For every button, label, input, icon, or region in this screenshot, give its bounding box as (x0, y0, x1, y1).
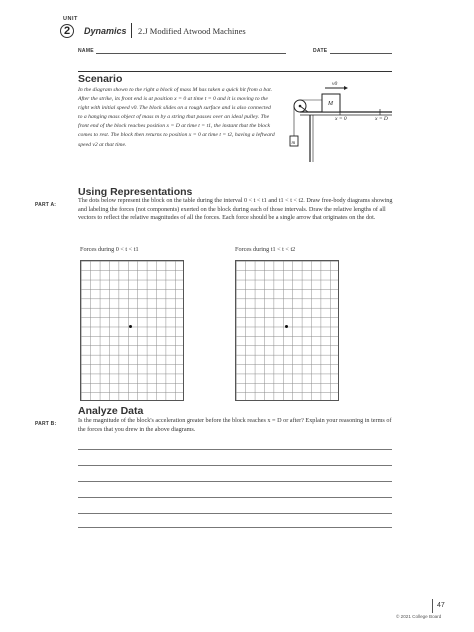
name-field[interactable] (96, 53, 286, 54)
copyright: © 2021 College Board (396, 614, 442, 619)
page-number: 47 (437, 602, 445, 609)
block-dot-1 (129, 325, 132, 328)
hanging-mass-label: m (291, 141, 296, 146)
part-b-label: PART B: (35, 421, 57, 427)
part-b-text: Is the magnitude of the block's acceleration greater before the block reaches x = D or after? Explain your reasoning in terms of the forces that you drew in the above diagrams. (78, 417, 392, 433)
part-a-text: The dots below represent the block on the table during the interval 0 < t < t1 and t1 < t < t2. Draw free-body diagrams showing and labeling the forces (not components) exerted on the block during each of those intervals. Draw the relative lengths of all vectors to reflect the relative magnitudes of all the forces. Each force should be a single arrow that originates on the dot. (78, 197, 393, 222)
answer-line[interactable] (78, 449, 392, 450)
block-dot-2 (285, 325, 288, 328)
section-rule (78, 71, 392, 72)
answer-line[interactable] (78, 497, 392, 498)
lesson-title: 2.J Modified Atwood Machines (138, 26, 246, 36)
header-divider (131, 23, 132, 38)
grid-1-caption: Forces during 0 < t < t1 (80, 246, 139, 253)
grid-2[interactable] (235, 260, 339, 401)
block-label: M (328, 101, 333, 107)
velocity-arrowhead (344, 86, 348, 90)
v0-label: v0 (332, 81, 338, 87)
answer-line[interactable] (78, 481, 392, 482)
part-a-label: PART A: (35, 202, 57, 208)
grid-1[interactable] (80, 260, 184, 401)
unit-number-badge: 2 (60, 24, 74, 38)
date-field[interactable] (330, 53, 392, 54)
answer-line[interactable] (78, 527, 392, 528)
answer-line[interactable] (78, 465, 392, 466)
xD-label: x = D (375, 116, 388, 122)
analyze-heading: Analyze Data (78, 405, 144, 417)
scenario-text: In the diagram shown to the right a block of mass M has taken a quick hit from a bat. After the strike, its front end is at position x = 0 at time t = 0 and it is moving to the right with initial speed v0. The block slides on a rough surface and is also connected to a hanging mass object of mass m by a string that passes over an ideal pulley. The front end of the block reaches position x = D at time t = t1, the instant that the block comes to rest. The block then returns to position x = 0 at time t = t2, having a leftward speed v2 at that time. (78, 87, 275, 148)
answer-line[interactable] (78, 513, 392, 514)
scenario-heading: Scenario (78, 73, 123, 85)
representations-heading: Using Representations (78, 186, 193, 198)
date-label: DATE (313, 48, 328, 54)
x0-label: x = 0 (335, 116, 347, 122)
footer-divider (432, 599, 433, 613)
atwood-diagram (282, 76, 394, 162)
unit-label: UNIT (63, 16, 78, 22)
name-label: NAME (78, 48, 94, 54)
grid-2-caption: Forces during t1 < t < t2 (235, 246, 296, 253)
unit-title: Dynamics (84, 26, 127, 36)
